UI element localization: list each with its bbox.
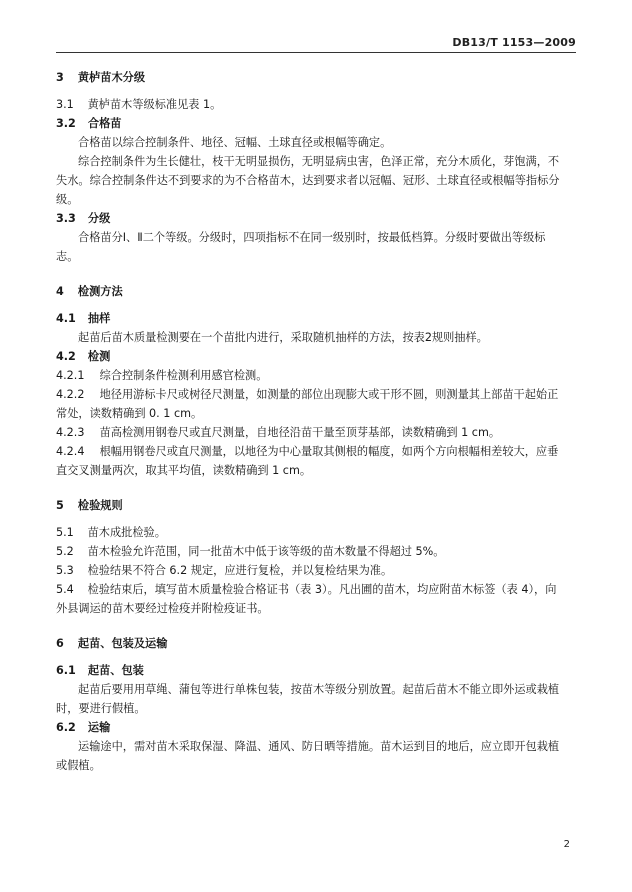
paragraph-line: 失水。综合控制条件达不到要求的为不合格苗木，达到要求者以冠幅、冠形、土球直径或根幅等指标分 <box>56 174 560 187</box>
clause-4-1-heading <box>56 309 578 328</box>
clause-number: 4.2 <box>56 350 76 363</box>
section-number: 4 <box>56 285 64 298</box>
section-3-heading <box>56 68 578 87</box>
clause-number: 5.2 <box>56 545 74 558</box>
clause-3-1 <box>56 95 578 114</box>
clause-3-3-heading <box>56 209 578 228</box>
clause-text: 检验结果不符合 6.2 规定，应进行复检，并以复检结果为准。 <box>87 564 393 577</box>
section-title: 起苗、包装及运输 <box>77 637 168 650</box>
clause-number: 3.1 <box>56 98 74 111</box>
paragraph-line: 直交叉测量两次，取其平均值，读数精确到 1 cm。 <box>56 464 312 477</box>
clause-title: 抽样 <box>87 312 111 325</box>
clause-4-2-1 <box>56 366 578 385</box>
clause-4-2-4 <box>56 442 578 461</box>
clause-text: 黄栌苗木等级标准见表 1。 <box>87 98 222 111</box>
clause-text: 检验结束后，填写苗木质量检验合格证书（表 3）。凡出圃的苗木，均应附苗木标签（表 4），向 <box>87 583 557 596</box>
paragraph: 起苗后苗木质量检测要在一个苗批内进行，采取随机抽样的方法，按表2规则抽样。 <box>78 331 488 344</box>
section-number: 5 <box>56 499 64 512</box>
section-title: 检验规则 <box>77 499 123 512</box>
clause-number: 3.3 <box>56 212 76 225</box>
paragraph-line: 时，要进行假植。 <box>56 702 146 715</box>
section-5-heading <box>56 496 578 515</box>
clause-number: 4.2.4 <box>56 445 85 458</box>
paragraph-line: 起苗后要用用草绳、蒲包等进行单株包装，按苗木等级分别放置。起苗后苗木不能立即外运或栽植 <box>78 683 560 696</box>
paragraph-line: 志。 <box>56 250 79 263</box>
header-divider <box>56 52 576 53</box>
clause-number: 6.1 <box>56 664 76 677</box>
page-number: 2 <box>563 839 570 850</box>
section-number: 6 <box>56 637 64 650</box>
clause-number: 3.2 <box>56 117 76 130</box>
section-6-heading <box>56 634 578 653</box>
section-number: 3 <box>56 71 64 84</box>
clause-text: 苗高检测用钢卷尺或直尺测量，自地径沿苗干量至顶芽基部，读数精确到 1 cm。 <box>99 426 501 439</box>
clause-4-2-3 <box>56 423 578 442</box>
clause-number: 4.2.3 <box>56 426 85 439</box>
clause-text: 地径用游标卡尺或树径尺测量，如测量的部位出现膨大或干形不圆，则测量其上部苗干起始正 <box>99 388 559 401</box>
paragraph-line: 合格苗分Ⅰ、Ⅱ二个等级。分级时，四项指标不在同一级别时，按最低档算。分级时要做出等级标 <box>78 231 546 244</box>
paragraph-line: 常处，读数精确到 0. 1 cm。 <box>56 407 203 420</box>
clause-title: 分级 <box>87 212 111 225</box>
clause-number: 5.4 <box>56 583 74 596</box>
paragraph: 合格苗以综合控制条件、地径、冠幅、土球直径或根幅等确定。 <box>78 136 392 149</box>
clause-6-1-heading <box>56 661 578 680</box>
clause-number: 4.2.2 <box>56 388 85 401</box>
clause-title: 运输 <box>87 721 111 734</box>
clause-number: 5.3 <box>56 564 74 577</box>
clause-5-2 <box>56 542 578 561</box>
clause-number: 4.2.1 <box>56 369 85 382</box>
clause-number: 6.2 <box>56 721 76 734</box>
clause-title: 合格苗 <box>87 117 122 130</box>
clause-5-4 <box>56 580 578 599</box>
paragraph-line: 级。 <box>56 193 79 206</box>
section-title: 黄栌苗木分级 <box>77 71 146 84</box>
clause-text: 苗木检验允许范围，同一批苗木中低于该等级的苗木数量不得超过 5%。 <box>87 545 445 558</box>
document-body <box>56 64 578 775</box>
clause-text: 苗木成批检验。 <box>87 526 166 539</box>
clause-3-2-heading <box>56 114 578 133</box>
clause-text: 综合控制条件检测利用感官检测。 <box>99 369 268 382</box>
clause-4-2-heading <box>56 347 578 366</box>
section-title: 检测方法 <box>77 285 123 298</box>
paragraph-line: 或假植。 <box>56 759 101 772</box>
clause-title: 检测 <box>87 350 111 363</box>
document-code: DB13/T 1153—2009 <box>452 36 576 49</box>
clause-6-2-heading <box>56 718 578 737</box>
clause-4-2-2 <box>56 385 578 404</box>
clause-5-3 <box>56 561 578 580</box>
clause-title: 起苗、包装 <box>87 664 144 677</box>
clause-text: 根幅用钢卷尺或直尺测量，以地径为中心量取其侧根的幅度，如两个方向根幅相差较大，应垂 <box>99 445 559 458</box>
clause-number: 4.1 <box>56 312 76 325</box>
paragraph-line: 综合控制条件为生长健壮，枝干无明显损伤，无明显病虫害，色泽正常，充分木质化，芽饱满，不 <box>78 155 560 168</box>
paragraph-line: 运输途中，需对苗木采取保湿、降温、通风、防日晒等措施。苗木运到目的地后，应立即开包栽植 <box>78 740 560 753</box>
clause-5-1 <box>56 523 578 542</box>
section-4-heading <box>56 282 578 301</box>
paragraph-line: 外县调运的苗木要经过检疫并附检疫证书。 <box>56 602 269 615</box>
clause-number: 5.1 <box>56 526 74 539</box>
